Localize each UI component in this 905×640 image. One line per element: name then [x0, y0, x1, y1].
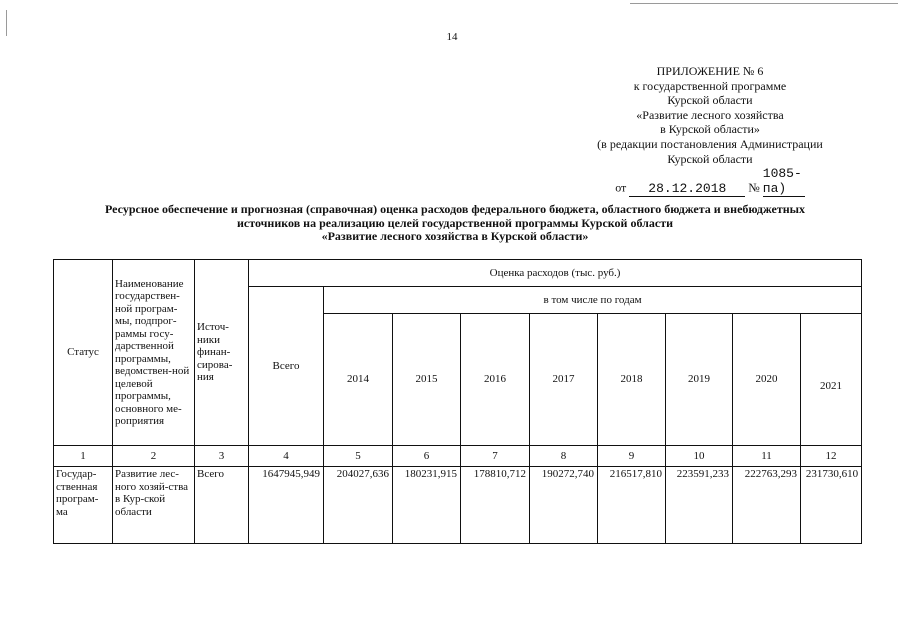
column-number: 1 [54, 446, 113, 467]
row-year-value: 204027,636 [324, 467, 393, 544]
header-year: 2018 [598, 314, 666, 446]
header-year: 2015 [393, 314, 461, 446]
row-total: 1647945,949 [249, 467, 324, 544]
header-total: Всего [249, 287, 324, 446]
header-status: Статус [54, 260, 113, 446]
row-year-value: 190272,740 [530, 467, 598, 544]
appendix-line: Курской области [667, 93, 753, 108]
header-program-name: Наименование государствен-ной програм-мы, подпрог-раммы госу-дарственной программы, ведомствен-ной целевой программы, основного ме-роприятия [113, 260, 195, 446]
row-funding-source: Всего [195, 467, 249, 544]
column-number: 10 [666, 446, 733, 467]
header-year: 2017 [530, 314, 598, 446]
appendix-line: ПРИЛОЖЕНИЕ № 6 [656, 64, 764, 78]
row-year-value: 180231,915 [393, 467, 461, 544]
appendix-line: в Курской области» [660, 122, 760, 137]
resolution-date: 28.12.2018 [629, 182, 745, 198]
header-funding-source: Источ-ники финан-сирова-ния [195, 260, 249, 446]
document-title [40, 203, 870, 244]
row-status: Государ-ственная програм-ма [54, 467, 113, 544]
resolution-date-line [560, 167, 860, 197]
appendix-block [560, 64, 860, 197]
resolution-number: 1085-па) [763, 167, 805, 197]
header-year: 2021 [801, 314, 862, 446]
title-line: «Развитие лесного хозяйства в Курской области» [321, 229, 589, 244]
column-number: 6 [393, 446, 461, 467]
column-number: 4 [249, 446, 324, 467]
column-number: 3 [195, 446, 249, 467]
header-year: 2014 [324, 314, 393, 446]
column-number: 7 [461, 446, 530, 467]
header-expense-estimate: Оценка расходов (тыс. руб.) [249, 260, 862, 287]
row-year-value: 223591,233 [666, 467, 733, 544]
header-year: 2020 [733, 314, 801, 446]
column-number: 11 [733, 446, 801, 467]
row-year-value: 216517,810 [598, 467, 666, 544]
appendix-line: (в редакции постановления Администрации [597, 136, 823, 151]
budget-table [53, 259, 862, 544]
column-number: 2 [113, 446, 195, 467]
column-number: 9 [598, 446, 666, 467]
header-year: 2019 [666, 314, 733, 446]
column-number-row [54, 446, 862, 467]
table-row [54, 467, 862, 544]
appendix-line: Курской области [667, 151, 753, 166]
title-line: источников на реализацию целей государственной программы Курской области [236, 215, 674, 230]
title-line: Ресурсное обеспечение и прогнозная (справочная) оценка расходов федерального бюджета, областного бюджета и внебюджетных [105, 202, 805, 216]
column-number: 8 [530, 446, 598, 467]
column-number: 5 [324, 446, 393, 467]
date-prefix: от [615, 180, 627, 195]
top-rule [630, 3, 898, 4]
appendix-line: к государственной программе [633, 78, 787, 93]
appendix-line: «Развитие лесного хозяйства [636, 107, 784, 122]
number-prefix: № [748, 180, 760, 195]
row-program-name: Развитие лес-ного хозяй-ства в Кур-ской области [113, 467, 195, 544]
column-number: 12 [801, 446, 862, 467]
row-year-value: 231730,610 [801, 467, 862, 544]
header-year: 2016 [461, 314, 530, 446]
row-year-value: 178810,712 [461, 467, 530, 544]
row-year-value: 222763,293 [733, 467, 801, 544]
scan-margin-mark [6, 10, 7, 36]
header-by-years: в том числе по годам [324, 287, 862, 314]
page-number: 14 [446, 31, 458, 43]
